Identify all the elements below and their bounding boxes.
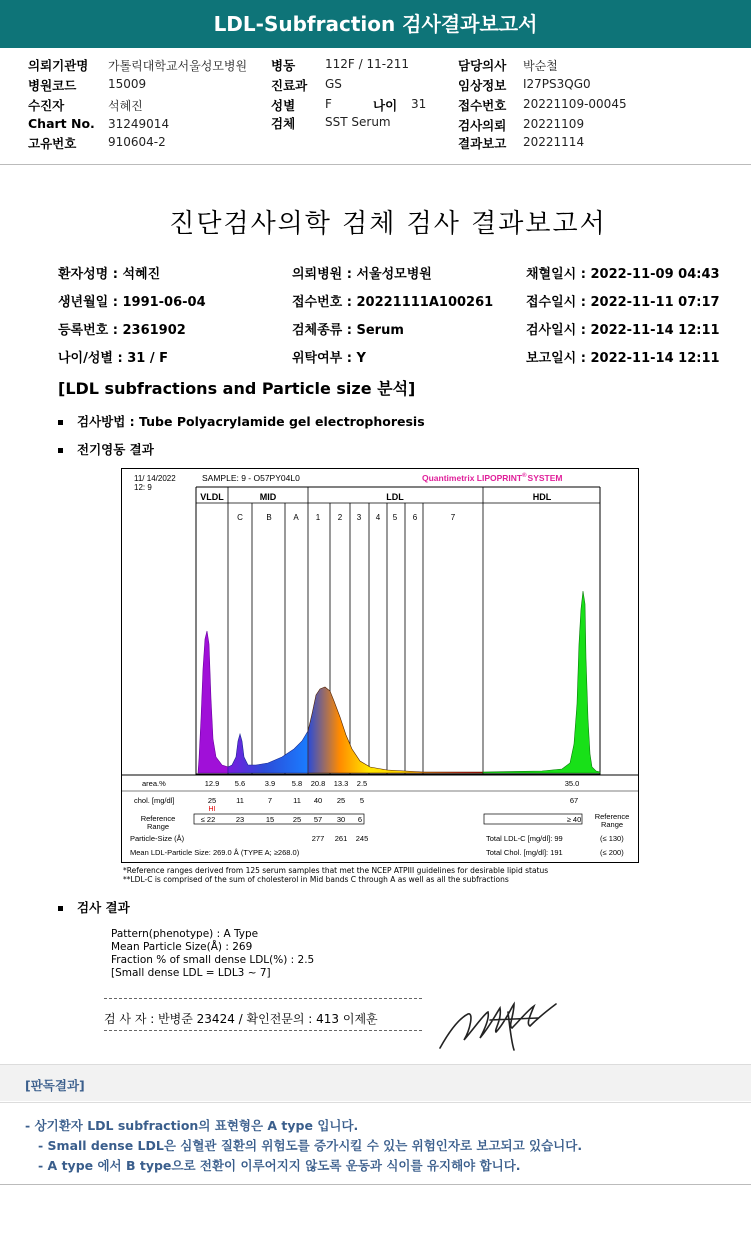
band-label: A [293, 513, 299, 522]
result-line: Pattern(phenotype) : A Type [111, 928, 259, 940]
patient-field: 환자성명 : 석혜진 [58, 267, 161, 282]
footnote: **LDL-C is comprised of the sum of cholesterol in Mid bands C through A as well as all the subfractions [123, 875, 509, 884]
reference-value: ≤ 22 [200, 815, 216, 824]
header-value: 20221109-00045 [523, 97, 627, 111]
area-value: 3.9 [264, 779, 276, 788]
report-header [0, 54, 751, 164]
judgment-title: [판독결과] [25, 1078, 85, 1093]
particle-size-value: 245 [355, 834, 369, 843]
header-label: 진료과 [271, 78, 308, 93]
header-value: 박순철 [523, 59, 558, 73]
band-label: 5 [392, 513, 398, 522]
band-label: 1 [315, 513, 321, 522]
chol-value: 11 [236, 796, 244, 805]
header-label: 담당의사 [458, 58, 507, 73]
patient-field: 생년월일 : 1991-06-04 [58, 295, 206, 310]
area-value: 12.9 [204, 779, 220, 788]
header-label: 수진자 [28, 98, 65, 113]
area-values [205, 779, 580, 788]
header-label: 병동 [271, 58, 296, 73]
chart-time: 12: 9 [134, 483, 152, 492]
reference-value: 57 [313, 815, 323, 824]
registered-mark-icon: ® [522, 473, 527, 479]
signature-line: 검 사 자 : 반병준 23424 / 확인전문의 : 413 이제훈 [104, 1012, 378, 1026]
band-label: 4 [375, 513, 381, 522]
chart-date: 11/ 14/2022 [134, 474, 176, 483]
header-value: SST Serum [325, 115, 391, 129]
patient-field: 등록번호 : 2361902 [58, 323, 186, 338]
header-value: 가톨릭대학교서울성모병원 [108, 59, 248, 73]
report-title-bar: LDL-Subfraction 검사결과보고서 [0, 0, 751, 48]
handwritten-signature [430, 990, 565, 1058]
header-value: F [325, 97, 332, 111]
total-chol-ref: (≤ 200) [600, 848, 624, 857]
header-value: 석혜진 [108, 99, 143, 113]
area-value: 20.8 [310, 779, 326, 788]
chol-value: 25 [336, 796, 346, 805]
header-label: 고유번호 [28, 136, 77, 151]
header-label: 성별 [271, 98, 296, 113]
patient-field: 접수번호 : 20221111A100261 [292, 295, 494, 310]
section-title: [LDL subfractions and Particle size 분석] [58, 379, 416, 398]
chol-value: 25 [207, 796, 217, 805]
header-age-label: 나이 [373, 98, 398, 113]
particle-size-value: 261 [334, 834, 348, 843]
particle-size-values [312, 834, 369, 843]
divider [0, 1184, 751, 1185]
area-value: 5.6 [234, 779, 246, 788]
electrophoresis-svg [122, 469, 638, 862]
signature-divider-top [104, 998, 422, 999]
reference-label-1: Reference [140, 814, 176, 823]
reference-value: 23 [235, 815, 245, 824]
mid-band-area [228, 731, 308, 773]
reference-value: 6 [357, 815, 363, 824]
reference-value: ≥ 40 [566, 815, 582, 824]
header-value: 112F / 11-211 [325, 57, 409, 71]
total-ldl: Total LDL-C [mg/dl]: 99 [486, 834, 563, 843]
band-label: 7 [450, 513, 456, 522]
reference-right-label-1: Reference [594, 812, 630, 821]
method-text: 검사방법 : Tube Polyacrylamide gel electrophoresis [77, 414, 425, 429]
result-block [111, 928, 314, 980]
reference-value: 15 [265, 815, 275, 824]
bullet-icon [58, 448, 63, 453]
chart-system-name [422, 472, 563, 483]
area-value: 5.8 [291, 779, 303, 788]
result-heading [58, 898, 130, 916]
patient-field: 검체종류 : Serum [292, 323, 404, 338]
ldl-band-area [308, 687, 483, 773]
group-label-vldl: VLDL [200, 492, 224, 502]
reference-value: 25 [292, 815, 302, 824]
total-chol: Total Chol. [mg/dl]: 191 [486, 848, 563, 857]
header-value: 910604-2 [108, 135, 166, 149]
chart-system-brand: Quantimetrix LIPOPRINT [422, 473, 523, 483]
vldl-peak-area [198, 631, 228, 773]
header-label: 접수번호 [458, 98, 507, 113]
judgment-line: - 상기환자 LDL subfraction의 표현형은 A type 입니다. [25, 1118, 359, 1133]
area-value: 35.0 [564, 779, 580, 788]
chol-value: 7 [267, 796, 273, 805]
reference-right-label-2: Range [600, 820, 624, 829]
particle-size-value: 277 [311, 834, 325, 843]
header-age-value: 31 [411, 97, 427, 111]
patient-field: 접수일시 : 2022-11-11 07:17 [526, 295, 720, 310]
mean-particle-size: Mean LDL-Particle Size: 269.0 Å (TYPE A; ≥268.0) [130, 848, 300, 857]
judgment-line: - A type 에서 B type으로 전환이 이루어지지 않도록 운동과 식이를 유지해야 합니다. [38, 1158, 521, 1173]
group-label-ldl: LDL [386, 492, 404, 502]
report-title: 진단검사의학 검체 검사 결과보고서 [169, 209, 607, 239]
electro-heading [58, 440, 154, 458]
patient-field: 위탁여부 : Y [292, 351, 366, 366]
chart-sample: SAMPLE: 9 - O57PY04L0 [202, 473, 300, 483]
band-label: 6 [412, 513, 418, 522]
hdl-peak-area [483, 591, 600, 773]
patient-field: 보고일시 : 2022-11-14 12:11 [526, 351, 720, 366]
judgment-line: - Small dense LDL은 심혈관 질환의 위험도를 증가시킬 수 있는 위험인자로 보고되고 있습니다. [38, 1138, 583, 1153]
chart-system-suffix: SYSTEM [527, 473, 563, 483]
area-label: area.% [142, 779, 166, 788]
divider [0, 164, 751, 165]
header-value: 15009 [108, 77, 147, 91]
reference-value: 30 [336, 815, 346, 824]
chol-values [208, 796, 578, 805]
band-label: 3 [356, 513, 362, 522]
plot-frame [196, 487, 600, 775]
patient-field: 채혈일시 : 2022-11-09 04:43 [526, 267, 720, 282]
chol-value: 11 [293, 796, 301, 805]
header-label: 검체 [271, 116, 296, 131]
group-label-mid: MID [259, 492, 277, 502]
patient-field: 나이/성별 : 31 / F [58, 351, 169, 366]
group-label-hdl: HDL [532, 492, 552, 502]
chol-value: 67 [569, 796, 579, 805]
bullet-icon [58, 420, 63, 425]
header-label: 임상정보 [458, 78, 507, 93]
judgment-header-bg [0, 1065, 751, 1101]
band-label: B [266, 513, 272, 522]
header-value: 31249014 [108, 117, 170, 131]
method-line [58, 412, 425, 430]
header-value: 20221114 [523, 135, 585, 149]
total-ldl-ref: (≤ 130) [600, 834, 624, 843]
hi-flag: HI [208, 806, 216, 813]
result-line: [Small dense LDL = LDL3 ~ 7] [111, 967, 271, 979]
result-line: Fraction % of small dense LDL(%) : 2.5 [111, 954, 315, 966]
header-label: 의뢰기관명 [28, 58, 89, 73]
signature-divider-bottom [104, 1030, 422, 1031]
electro-heading-text: 전기영동 결과 [77, 442, 154, 457]
patient-field: 의뢰병원 : 서울성모병원 [292, 267, 432, 282]
bullet-icon [58, 906, 63, 911]
result-heading-text: 검사 결과 [77, 900, 130, 915]
reference-values [201, 815, 582, 824]
band-label: 2 [337, 513, 343, 522]
header-label: 결과보고 [458, 136, 507, 151]
header-label: 검사의뢰 [458, 118, 507, 133]
band-separators [228, 487, 483, 775]
electrophoresis-chart [121, 468, 639, 863]
header-label: 병원코드 [28, 78, 77, 93]
particle-size-label: Particle-Size (Å) [130, 834, 185, 843]
chol-value: 40 [313, 796, 323, 805]
reference-label-2: Range [146, 822, 170, 831]
result-line: Mean Particle Size(Å) : 269 [111, 941, 253, 953]
chol-value: 5 [359, 796, 365, 805]
chol-label: chol. [mg/dl] [134, 796, 175, 805]
area-value: 13.3 [333, 779, 349, 788]
header-value: I27PS3QG0 [523, 77, 591, 91]
band-label: C [237, 513, 243, 522]
divider [0, 1102, 751, 1103]
header-value: 20221109 [523, 117, 585, 131]
footnote: *Reference ranges derived from 125 serum samples that met the NCEP ATPIII guidelines for desirable lipid status [123, 866, 549, 875]
header-label: Chart No. [28, 116, 95, 131]
header-value: GS [325, 77, 342, 91]
area-value: 2.5 [356, 779, 368, 788]
patient-field: 검사일시 : 2022-11-14 12:11 [526, 323, 720, 338]
